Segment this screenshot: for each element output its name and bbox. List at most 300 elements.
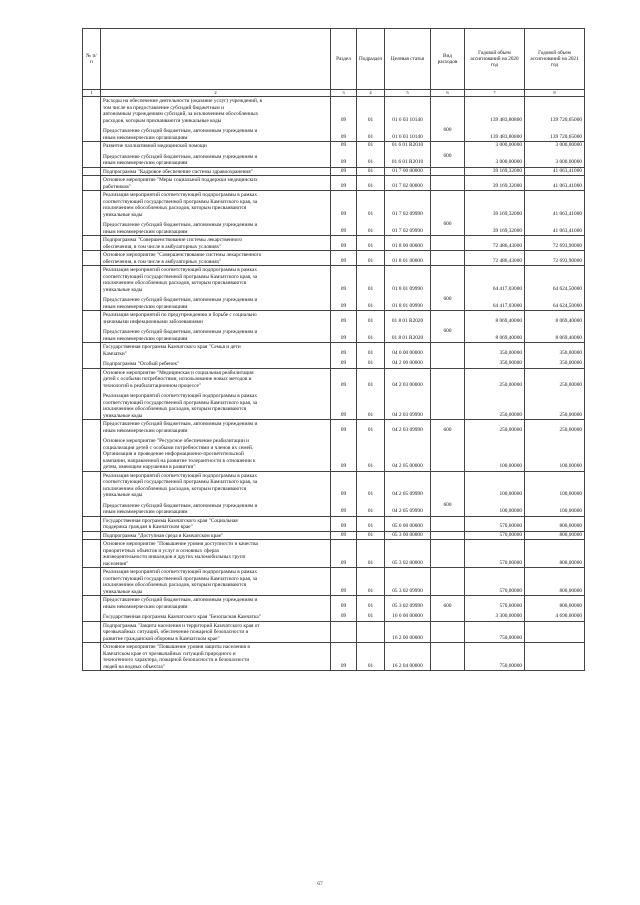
amount-2020-cell [465, 420, 525, 472]
row-name-cell [101, 176, 331, 191]
row-name-line: иным некоммерческим организациям [103, 303, 188, 310]
row-num-cell [83, 643, 101, 671]
section-cell [331, 251, 357, 266]
amount-2020-value: 8 069,40000 [495, 317, 522, 324]
expense-type-cell [431, 420, 465, 472]
expense-type-cell [431, 266, 465, 311]
row-name-line: Основное мероприятие "Повышение уровня доступности и качества [103, 541, 258, 547]
table-row [83, 191, 585, 236]
row-name-cell [101, 191, 331, 236]
row-num-cell [83, 343, 101, 369]
target-article-value: 01 7 00 00000 [392, 167, 423, 174]
subsection-value: 01 [367, 227, 374, 234]
section-value: 09 [340, 426, 347, 433]
row-name-line: Камчатки" [103, 350, 127, 357]
row-num-cell [83, 368, 101, 420]
target-article-value: 04 0 00 00000 [392, 349, 423, 356]
amount-2020-cell [465, 176, 525, 191]
amount-2021-cell [525, 621, 585, 643]
amount-2020-value: 139 483,80800 [490, 133, 522, 140]
amount-2021-value: 800,00000 [559, 587, 582, 594]
amount-2021-cell [525, 251, 585, 266]
row-name-line: Основное мероприятие "Медицинская и социальная реабилитация [103, 369, 254, 376]
row-name-line: Подпрограмма "Защита населения и территорий Камчатского края от [103, 622, 260, 629]
section-value: 09 [340, 167, 347, 174]
subsection-value: 01 [367, 317, 374, 324]
subsection-cell [357, 167, 385, 176]
amount-2020-value: 139 483,80800 [490, 116, 522, 123]
row-name-line: детей с особыми потребностями, использование новых методов и [103, 376, 252, 382]
row-name-cell [101, 142, 331, 168]
subsection-cell [357, 191, 385, 236]
subsection-value: 01 [367, 302, 374, 309]
section-value: 09 [340, 227, 347, 234]
section-cell [331, 531, 357, 540]
amount-2020-value: 39 169,32000 [492, 167, 522, 174]
amount-2021-value: 250,00000 [559, 411, 582, 418]
amount-2021-value: 8 069,40000 [555, 317, 582, 324]
subsection-value: 01 [367, 142, 374, 148]
page-number: 67 [317, 881, 323, 887]
row-name-line: Предоставление субсидий бюджетным, автономным учреждениям и [103, 222, 258, 228]
amount-2020-value: 3 000,00000 [495, 142, 522, 148]
target-article-cell [385, 596, 431, 622]
section-cell [331, 311, 357, 343]
amount-2021-value: 3 000,00000 [555, 159, 582, 165]
expense-type-cell [431, 191, 465, 236]
row-name-line: исключением обособленных расходов, которым присваиваются [103, 406, 247, 412]
row-name-line: Предоставление субсидий бюджетным, автономным учреждениям и [103, 297, 258, 303]
expense-type-cell [431, 531, 465, 540]
section-value: 09 [340, 334, 347, 341]
amount-2020-value: 250,00000 [499, 411, 522, 418]
section-cell [331, 368, 357, 420]
row-name-line: уникальные коды [103, 286, 143, 293]
expense-type-cell [431, 471, 465, 516]
row-name-line: Предоставление субсидий бюджетным, автономным учреждениям и [103, 502, 258, 509]
amount-2021-value: 72 693,90000 [552, 257, 582, 264]
row-name-cell [101, 343, 331, 369]
row-name-cell [101, 236, 331, 251]
target-article-value: 04 2 05 09990 [392, 508, 423, 514]
table-row [83, 568, 585, 596]
table-row [83, 621, 585, 643]
expense-type-cell [431, 368, 465, 420]
amount-2020-cell [465, 343, 525, 369]
section-value: 09 [340, 210, 347, 217]
target-article-cell [385, 311, 431, 343]
section-cell [331, 191, 357, 236]
amount-2021-cell [525, 420, 585, 472]
target-article-value: 04 2 03 09990 [392, 426, 423, 433]
expense-type-cell [431, 516, 465, 531]
subsection-cell [357, 621, 385, 643]
table-row [83, 531, 585, 540]
target-article-cell [385, 142, 431, 168]
row-name-line: Подпрограмма "Особый ребенок" [103, 361, 180, 367]
expense-type-value: 600 [443, 127, 452, 133]
amount-2021-value: 41 063,41000 [552, 227, 582, 234]
row-num-cell [83, 176, 101, 191]
subsection-value: 01 [367, 531, 374, 538]
section-cell [331, 516, 357, 531]
amount-2021-cell [525, 167, 585, 176]
target-article-cell [385, 97, 431, 142]
subsection-cell [357, 568, 385, 596]
amount-2020-cell [465, 368, 525, 420]
col-header-2020: Годовой объем ассигнований на 2020 год [465, 29, 525, 90]
amount-2021-cell [525, 643, 585, 671]
target-article-cell [385, 167, 431, 176]
amount-2021-cell [525, 343, 585, 369]
subsection-cell [357, 540, 385, 568]
subsection-value: 01 [367, 411, 374, 418]
row-name-line: кампании, направленной на развитие толерантности в отношении к [103, 457, 256, 464]
row-name-cell [101, 420, 331, 472]
section-value: 09 [340, 508, 347, 514]
row-name-line: Государственная программа Камчатского края "Семья и дети [103, 344, 241, 350]
row-name-line: Государственная программа Камчатского края "Безопасная Камчатка" [103, 614, 261, 620]
row-name-cell [101, 516, 331, 531]
target-article-value: 04 2 00 00000 [392, 360, 423, 366]
row-name-line: обеспечения, в том числе в амбулаторных условиях" [103, 258, 222, 265]
subsection-cell [357, 343, 385, 369]
expense-type-value: 600 [443, 501, 452, 508]
expense-type-cell [431, 251, 465, 266]
row-name-line: соответствующей государственной программы Камчатского края, за [103, 198, 258, 205]
row-name-line: исключением обособленных расходов, которым присваиваются [103, 205, 247, 211]
subsection-cell [357, 368, 385, 420]
target-article-value: 01 8 01 R2020 [391, 334, 424, 341]
row-name-line: техногенного характера, пожарной безопасности и безопасности [103, 657, 250, 663]
amount-2020-value: 570,00000 [499, 523, 522, 529]
subsection-cell [357, 643, 385, 671]
col-header-subsection: Подраздел [357, 29, 385, 90]
table-row [83, 516, 585, 531]
expense-type-cell [431, 97, 465, 142]
target-article-value: 01 6 03 10140 [392, 133, 423, 140]
target-article-value: 16 0 00 00000 [392, 613, 423, 619]
row-name-line: Подпрограмма "Доступная среда в Камчатском крае" [103, 532, 224, 539]
expense-type-value: 600 [443, 426, 452, 433]
target-article-cell [385, 540, 431, 568]
amount-2020-value: 750,00000 [499, 662, 522, 669]
row-name-line: обеспечения, в том числе в амбулаторных условиях" [103, 243, 222, 250]
section-value: 09 [340, 587, 347, 594]
target-article-value: 05 3 02 09990 [392, 587, 423, 594]
row-name-line: иным некоммерческим организациям [103, 427, 188, 434]
expense-type-cell [431, 167, 465, 176]
amount-2021-value: 100,00000 [559, 508, 582, 514]
row-name-cell [101, 97, 331, 142]
amount-2020-value: 39 169,32000 [492, 210, 522, 217]
section-cell [331, 142, 357, 168]
section-cell [331, 167, 357, 176]
amount-2021-cell [525, 368, 585, 420]
amount-2021-value: 41 063,41000 [552, 210, 582, 217]
row-name-cell [101, 311, 331, 343]
amount-2021-value: 250,00000 [559, 426, 582, 433]
col-number: 5 [385, 90, 431, 97]
subsection-cell [357, 531, 385, 540]
section-value: 09 [340, 302, 347, 309]
amount-2021-value: 4 690,00000 [555, 613, 582, 619]
row-name-cell [101, 368, 331, 420]
amount-2021-value: 350,00000 [559, 360, 582, 366]
section-value: 09 [340, 285, 347, 292]
section-cell [331, 343, 357, 369]
amount-2020-value: 64 417,03000 [492, 302, 522, 309]
target-article-value: 16 2 04 00000 [392, 662, 423, 669]
subsection-cell [357, 251, 385, 266]
amount-2020-cell [465, 540, 525, 568]
row-name-line: соответствующей государственной программы Камчатского края, за [103, 273, 258, 280]
row-name-line: исключением обособленных расходов, которым присваиваются [103, 485, 247, 492]
row-name-cell [101, 596, 331, 622]
row-num-cell [83, 236, 101, 251]
amount-2021-cell [525, 596, 585, 622]
subsection-value: 01 [367, 613, 374, 619]
subsection-value: 01 [367, 508, 374, 514]
section-cell [331, 621, 357, 643]
amount-2020-value: 100,00000 [499, 508, 522, 514]
table-row [83, 176, 585, 191]
row-name-line: Основное мероприятие "Повышение уровня защиты населения в [103, 644, 250, 650]
amount-2020-cell [465, 142, 525, 168]
row-num-cell [83, 142, 101, 168]
target-article-cell [385, 176, 431, 191]
target-article-value: 01 7 02 09990 [392, 210, 423, 217]
row-name-line: Предоставление субсидий бюджетным, автономным учреждениям и [103, 329, 258, 335]
row-name-line: Реализация мероприятий по предупреждению и борьбе с социально [103, 312, 257, 318]
section-value: 09 [340, 491, 347, 497]
amount-2020-value: 3 300,00000 [495, 613, 522, 619]
section-value: 09 [340, 559, 347, 566]
section-cell [331, 236, 357, 251]
row-name-line: иным некоммерческим организациям [103, 509, 188, 515]
expense-type-cell [431, 176, 465, 191]
subsection-value: 01 [367, 523, 374, 529]
row-name-line: Расходы на обеспечение деятельности (оказание услуг) учреждений, в [103, 98, 263, 104]
subsection-value: 01 [367, 381, 374, 388]
amount-2020-value: 64 417,03000 [492, 285, 522, 292]
amount-2020-cell [465, 236, 525, 251]
target-article-value: 01 7 02 00000 [392, 182, 423, 189]
expense-type-cell [431, 236, 465, 251]
target-article-value: 01 8 01 00000 [392, 257, 423, 264]
row-name-line: Организация и проведение информационно-просветительской [103, 451, 244, 457]
subsection-value: 01 [367, 463, 374, 469]
subsection-value: 01 [367, 426, 374, 433]
table-row [83, 251, 585, 266]
row-name-cell [101, 167, 331, 176]
target-article-value: 01 7 02 09990 [392, 227, 423, 234]
table-row [83, 97, 585, 142]
row-num-cell [83, 251, 101, 266]
col-header-2021: Годовой объем ассигнований на 2021 год [525, 29, 585, 90]
row-num-cell [83, 516, 101, 531]
amount-2020-value: 100,00000 [499, 491, 522, 497]
target-article-cell [385, 471, 431, 516]
row-num-cell [83, 596, 101, 622]
section-cell [331, 643, 357, 671]
section-cell [331, 540, 357, 568]
col-header-name [101, 29, 331, 90]
col-number: 4 [357, 90, 385, 97]
subsection-value: 01 [367, 602, 374, 609]
amount-2021-value: 8 069,40000 [555, 334, 582, 341]
amount-2021-value: 800,00000 [559, 602, 582, 609]
row-name-line: чрезвычайных ситуаций, обеспечение пожарной безопасности и [103, 629, 249, 635]
row-name-line: Предоставление субсидий бюджетным, автономным учреждениям и [103, 153, 258, 160]
target-article-value: 01 8 01 09990 [392, 302, 423, 309]
amount-2020-value: 570,00000 [499, 531, 522, 538]
amount-2020-cell [465, 621, 525, 643]
section-value: 09 [340, 242, 347, 249]
col-header-section: Раздел [331, 29, 357, 90]
expense-type-cell [431, 643, 465, 671]
row-name-line: поддержка граждан в Камчатском крае" [103, 524, 193, 530]
row-name-line: иным некоммерческим организациям [103, 228, 188, 235]
row-name-line: Реализация мероприятий соответствующей подпрограммы в рамках [103, 569, 257, 575]
amount-2021-value: 250,00000 [559, 381, 582, 388]
amount-2020-cell [465, 516, 525, 531]
row-name-cell [101, 531, 331, 540]
row-name-cell [101, 266, 331, 311]
table-row [83, 343, 585, 369]
subsection-value: 01 [367, 182, 374, 189]
amount-2021-cell [525, 176, 585, 191]
table-header-row [83, 29, 585, 90]
amount-2020-value: 250,00000 [499, 426, 522, 433]
table-body [83, 97, 585, 671]
amount-2021-cell [525, 540, 585, 568]
row-name-line: уникальные коды [103, 588, 143, 595]
amount-2020-cell [465, 568, 525, 596]
target-article-value: 04 2 05 00000 [392, 463, 423, 469]
col-number: 7 [465, 90, 525, 97]
col-header-num: № п/п [83, 29, 101, 90]
col-header-exp-type: Вид расходов [431, 29, 465, 90]
section-value: 09 [340, 142, 347, 148]
amount-2021-value: 3 000,00000 [555, 142, 582, 148]
column-number-row [83, 90, 585, 97]
amount-2020-cell [465, 471, 525, 516]
row-name-line: людей на водных объектах" [103, 663, 166, 670]
expense-type-cell [431, 311, 465, 343]
target-article-value: 01 6 01 R2010 [391, 142, 424, 148]
target-article-value: 01 8 01 R2020 [391, 317, 424, 324]
amount-2020-cell [465, 643, 525, 671]
section-value: 09 [340, 662, 347, 669]
subsection-cell [357, 471, 385, 516]
row-name-line: Реализация мероприятий соответствующей подпрограммы в рамках [103, 192, 257, 198]
target-article-value: 01 8 00 00000 [392, 242, 423, 249]
subsection-value: 01 [367, 285, 374, 292]
target-article-value: 16 2 00 00000 [392, 634, 423, 641]
section-value: 09 [340, 349, 347, 356]
target-article-value: 01 6 01 R2010 [391, 159, 424, 165]
amount-2020-value: 100,00000 [499, 463, 522, 469]
row-name-cell [101, 471, 331, 516]
expense-type-cell [431, 142, 465, 168]
target-article-cell [385, 643, 431, 671]
row-name-line: соответствующей государственной программы Камчатского края, за [103, 479, 258, 485]
target-article-value: 05 3 02 09990 [392, 602, 423, 609]
row-name-line: приоритетных объектов и услуг в основных сферах [103, 547, 220, 554]
target-article-cell [385, 191, 431, 236]
amount-2020-value: 39 169,32000 [492, 182, 522, 189]
amount-2021-value: 350,00000 [559, 349, 582, 356]
target-article-cell [385, 621, 431, 643]
expense-type-value: 600 [443, 152, 452, 159]
target-article-value: 05 3 02 00000 [392, 559, 423, 566]
row-name-line: Основное мероприятие "Совершенствование системы лекарственного [103, 252, 262, 258]
subsection-cell [357, 311, 385, 343]
expense-type-value: 600 [443, 221, 452, 227]
table-row [83, 368, 585, 420]
subsection-cell [357, 97, 385, 142]
row-name-line: развитие гражданской обороны в Камчатском крае" [103, 635, 220, 642]
row-name-line: работников" [103, 183, 131, 190]
expense-type-value: 600 [443, 296, 452, 302]
subsection-value: 01 [367, 133, 374, 140]
row-name-cell [101, 568, 331, 596]
table-row [83, 167, 585, 176]
amount-2021-value: 800,00000 [559, 559, 582, 566]
section-value: 09 [340, 531, 347, 538]
row-name-line: уникальные коды [103, 211, 143, 218]
section-cell [331, 266, 357, 311]
section-value: 09 [340, 159, 347, 165]
expense-type-cell [431, 568, 465, 596]
amount-2021-value: 72 693,90000 [552, 242, 582, 249]
row-name-line: Реализация мероприятий соответствующей подпрограммы в рамках [103, 472, 257, 479]
subsection-cell [357, 596, 385, 622]
amount-2021-cell [525, 531, 585, 540]
col-number: 2 [101, 90, 331, 97]
row-name-line: Развитие паллиативной медицинской помощи [103, 143, 207, 149]
expense-type-value: 600 [443, 328, 452, 334]
section-value: 09 [340, 613, 347, 619]
subsection-value: 01 [367, 491, 374, 497]
amount-2020-cell [465, 167, 525, 176]
amount-2021-value: 100,00000 [559, 491, 582, 497]
target-article-cell [385, 368, 431, 420]
row-name-line: жизнедеятельности инвалидов и других маломобильных групп [103, 554, 246, 560]
expense-type-value: 600 [443, 602, 452, 609]
amount-2020-value: 570,00000 [499, 587, 522, 594]
section-value: 09 [340, 257, 347, 264]
section-value: 09 [340, 133, 347, 140]
section-cell [331, 596, 357, 622]
row-num-cell [83, 568, 101, 596]
target-article-cell [385, 266, 431, 311]
row-name-line: значимыми инфекционными заболеваниями [103, 318, 203, 325]
row-name-line: расходов, которым присваиваются уникальные коды [103, 117, 222, 124]
row-name-line: Предоставление субсидий бюджетным, автономным учреждениям и [103, 421, 258, 427]
amount-2021-cell [525, 311, 585, 343]
amount-2021-value: 800,00000 [559, 523, 582, 529]
row-name-line: Предоставление субсидий бюджетным, автономным учреждениям и [103, 128, 258, 134]
row-num-cell [83, 471, 101, 516]
target-article-cell [385, 251, 431, 266]
row-name-line: автономным учреждениям субсидий, за исключением обособленных [103, 111, 259, 117]
amount-2020-cell [465, 251, 525, 266]
row-num-cell [83, 420, 101, 472]
section-value: 09 [340, 523, 347, 529]
target-article-cell [385, 568, 431, 596]
